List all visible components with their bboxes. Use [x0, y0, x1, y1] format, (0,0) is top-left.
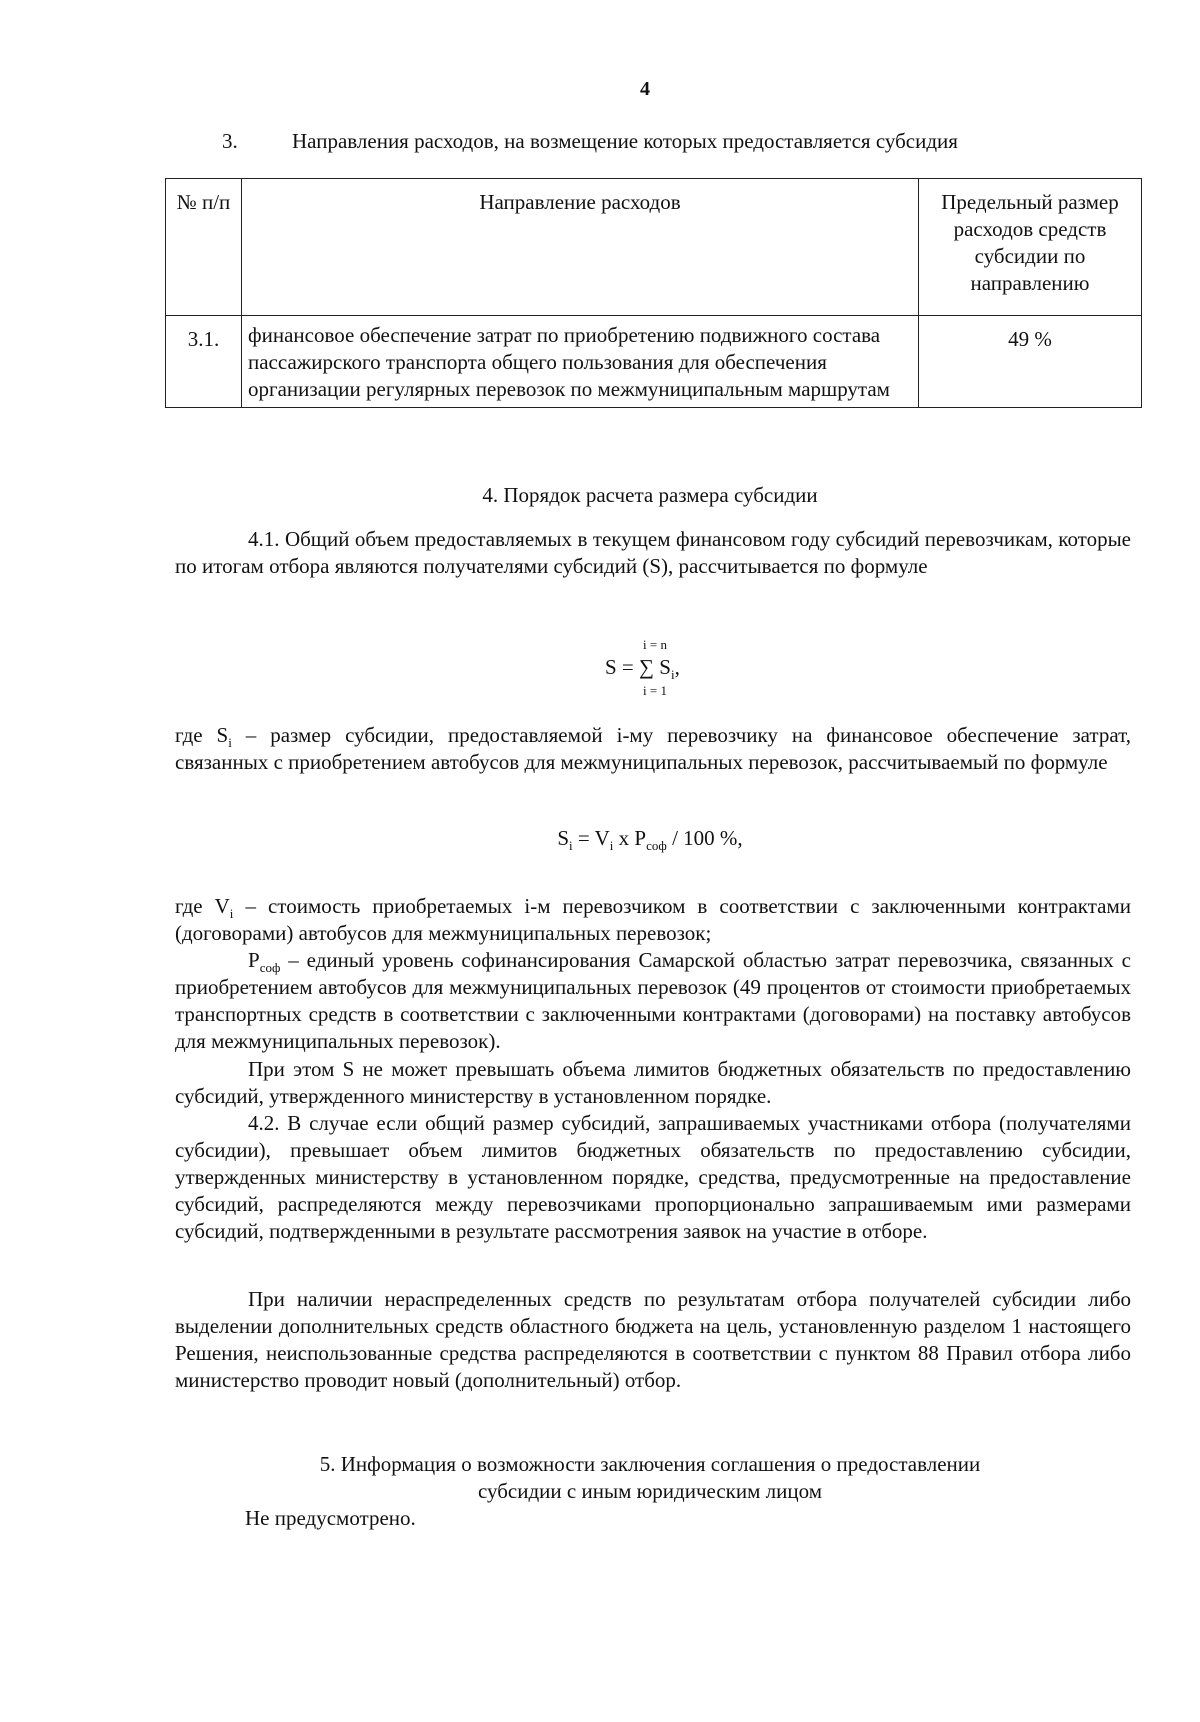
table-header-limit: Предельный размер расходов средств субсидии по направлению [919, 179, 1142, 316]
page-number: 4 [640, 78, 650, 100]
paragraph-4-1: 4.1. Общий объем предоставляемых в текущем финансовом году субсидий перевозчикам, которые по итогам отбора являются получателями субсидий (S), рассчитывается по формуле [175, 527, 1131, 578]
paragraph-si-definition [175, 722, 1131, 776]
formula-sum-upper-limit: i = n [643, 637, 667, 652]
psof-subscript: соф [259, 960, 281, 976]
expense-directions-table [165, 178, 1142, 408]
formula-sum-lower-limit: i = 1 [643, 683, 667, 698]
section-5-heading-line2: субсидии с иным юридическим лицом [477, 1479, 823, 1503]
table-header-row [166, 179, 1142, 316]
vi-subscript: i [229, 906, 234, 922]
table-cell-number: 3.1. [166, 316, 242, 408]
formula-si-rest: / 100 %, [666, 826, 743, 850]
paragraph-4-2: 4.2. В случае если общий размер субсидий, запрашиваемых участниками отбора (получателями субсидии), превышает объем лимитов бюджетных обязательств по предоставлению субсидии, утвержденных министерству в установленном порядке, средства, предусмотренные на предоставление субсидий, распределяются между перевозчиками пропорционально запрашиваемым ими размерами субсидий, подтвержденными в результате рассмотрения заявок на участие в отборе. [175, 1111, 1131, 1243]
section-3-number: 3. [222, 129, 238, 153]
formula-si-v-sub: i [609, 838, 614, 854]
si-rest: – размер субсидии, предоставляемой i-му перевозчику на финансовое обеспечение затрат, связанных с приобретением автобусов для межмуниципальных перевозок, рассчитываемый по формуле [175, 723, 1131, 774]
vi-rest: – стоимость приобретаемых i-м перевозчиком в соответствии с заключенными контрактами (договорами) автобусов для межмуниципальных перевозок; [175, 894, 1131, 945]
paragraph-vi-definition [175, 893, 1131, 947]
formula-si-s-sub: i [569, 838, 573, 854]
vi-lead: где V [175, 894, 230, 918]
section-4-heading: 4. Порядок расчета размера субсидии [482, 483, 818, 507]
psof-lead: P [248, 948, 260, 972]
formula-sum-subscript: i [670, 667, 675, 683]
formula-individual-subsidy [0, 825, 1200, 852]
formula-sum-lhs: S = ∑ S [605, 655, 671, 679]
paragraph-s-limit: При этом S не может превышать объема лимитов бюджетных обязательств по предоставлению субсидий, утвержденного министерству в установленном порядке. [175, 1057, 1131, 1108]
formula-si-x: x P [613, 826, 647, 850]
table-cell-limit: 49 % [919, 316, 1142, 408]
paragraph-undistributed-funds: При наличии нераспределенных средств по результатам отбора получателей субсидии либо выделении дополнительных средств областного бюджета на цель, установленную разделом 1 настоящего Решения, неиспользованные средства распределяются в соответствии с пунктом 88 Правил отбора либо министерство проводит новый (дополнительный) отбор. [175, 1287, 1131, 1392]
section-3-title: Направления расходов, на возмещение которых предоставляется субсидия [292, 129, 958, 153]
si-lead: где S [175, 723, 229, 747]
section-3-heading [222, 128, 958, 155]
table-cell-direction: финансовое обеспечение затрат по приобретению подвижного состава пассажирского транспорта общего пользования для обеспечения организации регулярных перевозок по межмуниципальным маршрутам [242, 316, 919, 408]
paragraph-psof-definition [175, 947, 1131, 1055]
section-5-heading-line1: 5. Информация о возможности заключения соглашения о предоставлении [319, 1452, 981, 1476]
formula-si-s: S [557, 826, 570, 850]
formula-sum-tail: , [674, 655, 680, 679]
table-header-direction: Направление расходов [242, 179, 919, 316]
psof-rest: – единый уровень софинансирования Самарской областью затрат перевозчика, связанных с приобретением автобусов для межмуниципальных перевозок (49 процентов от стоимости приобретаемых транспортных средств в соответствии с заключенными контрактами (договорами) на поставку автобусов для межмуниципальных перевозок). [175, 948, 1131, 1053]
formula-si-p-sub: соф [646, 838, 667, 854]
formula-sum-expression [605, 654, 680, 681]
table-row [166, 316, 1142, 408]
table-header-number: № п/п [166, 179, 242, 316]
si-subscript: i [228, 735, 232, 751]
section-5-body: Не предусмотрено. [245, 1506, 416, 1530]
formula-si-eq: = V [572, 826, 610, 850]
